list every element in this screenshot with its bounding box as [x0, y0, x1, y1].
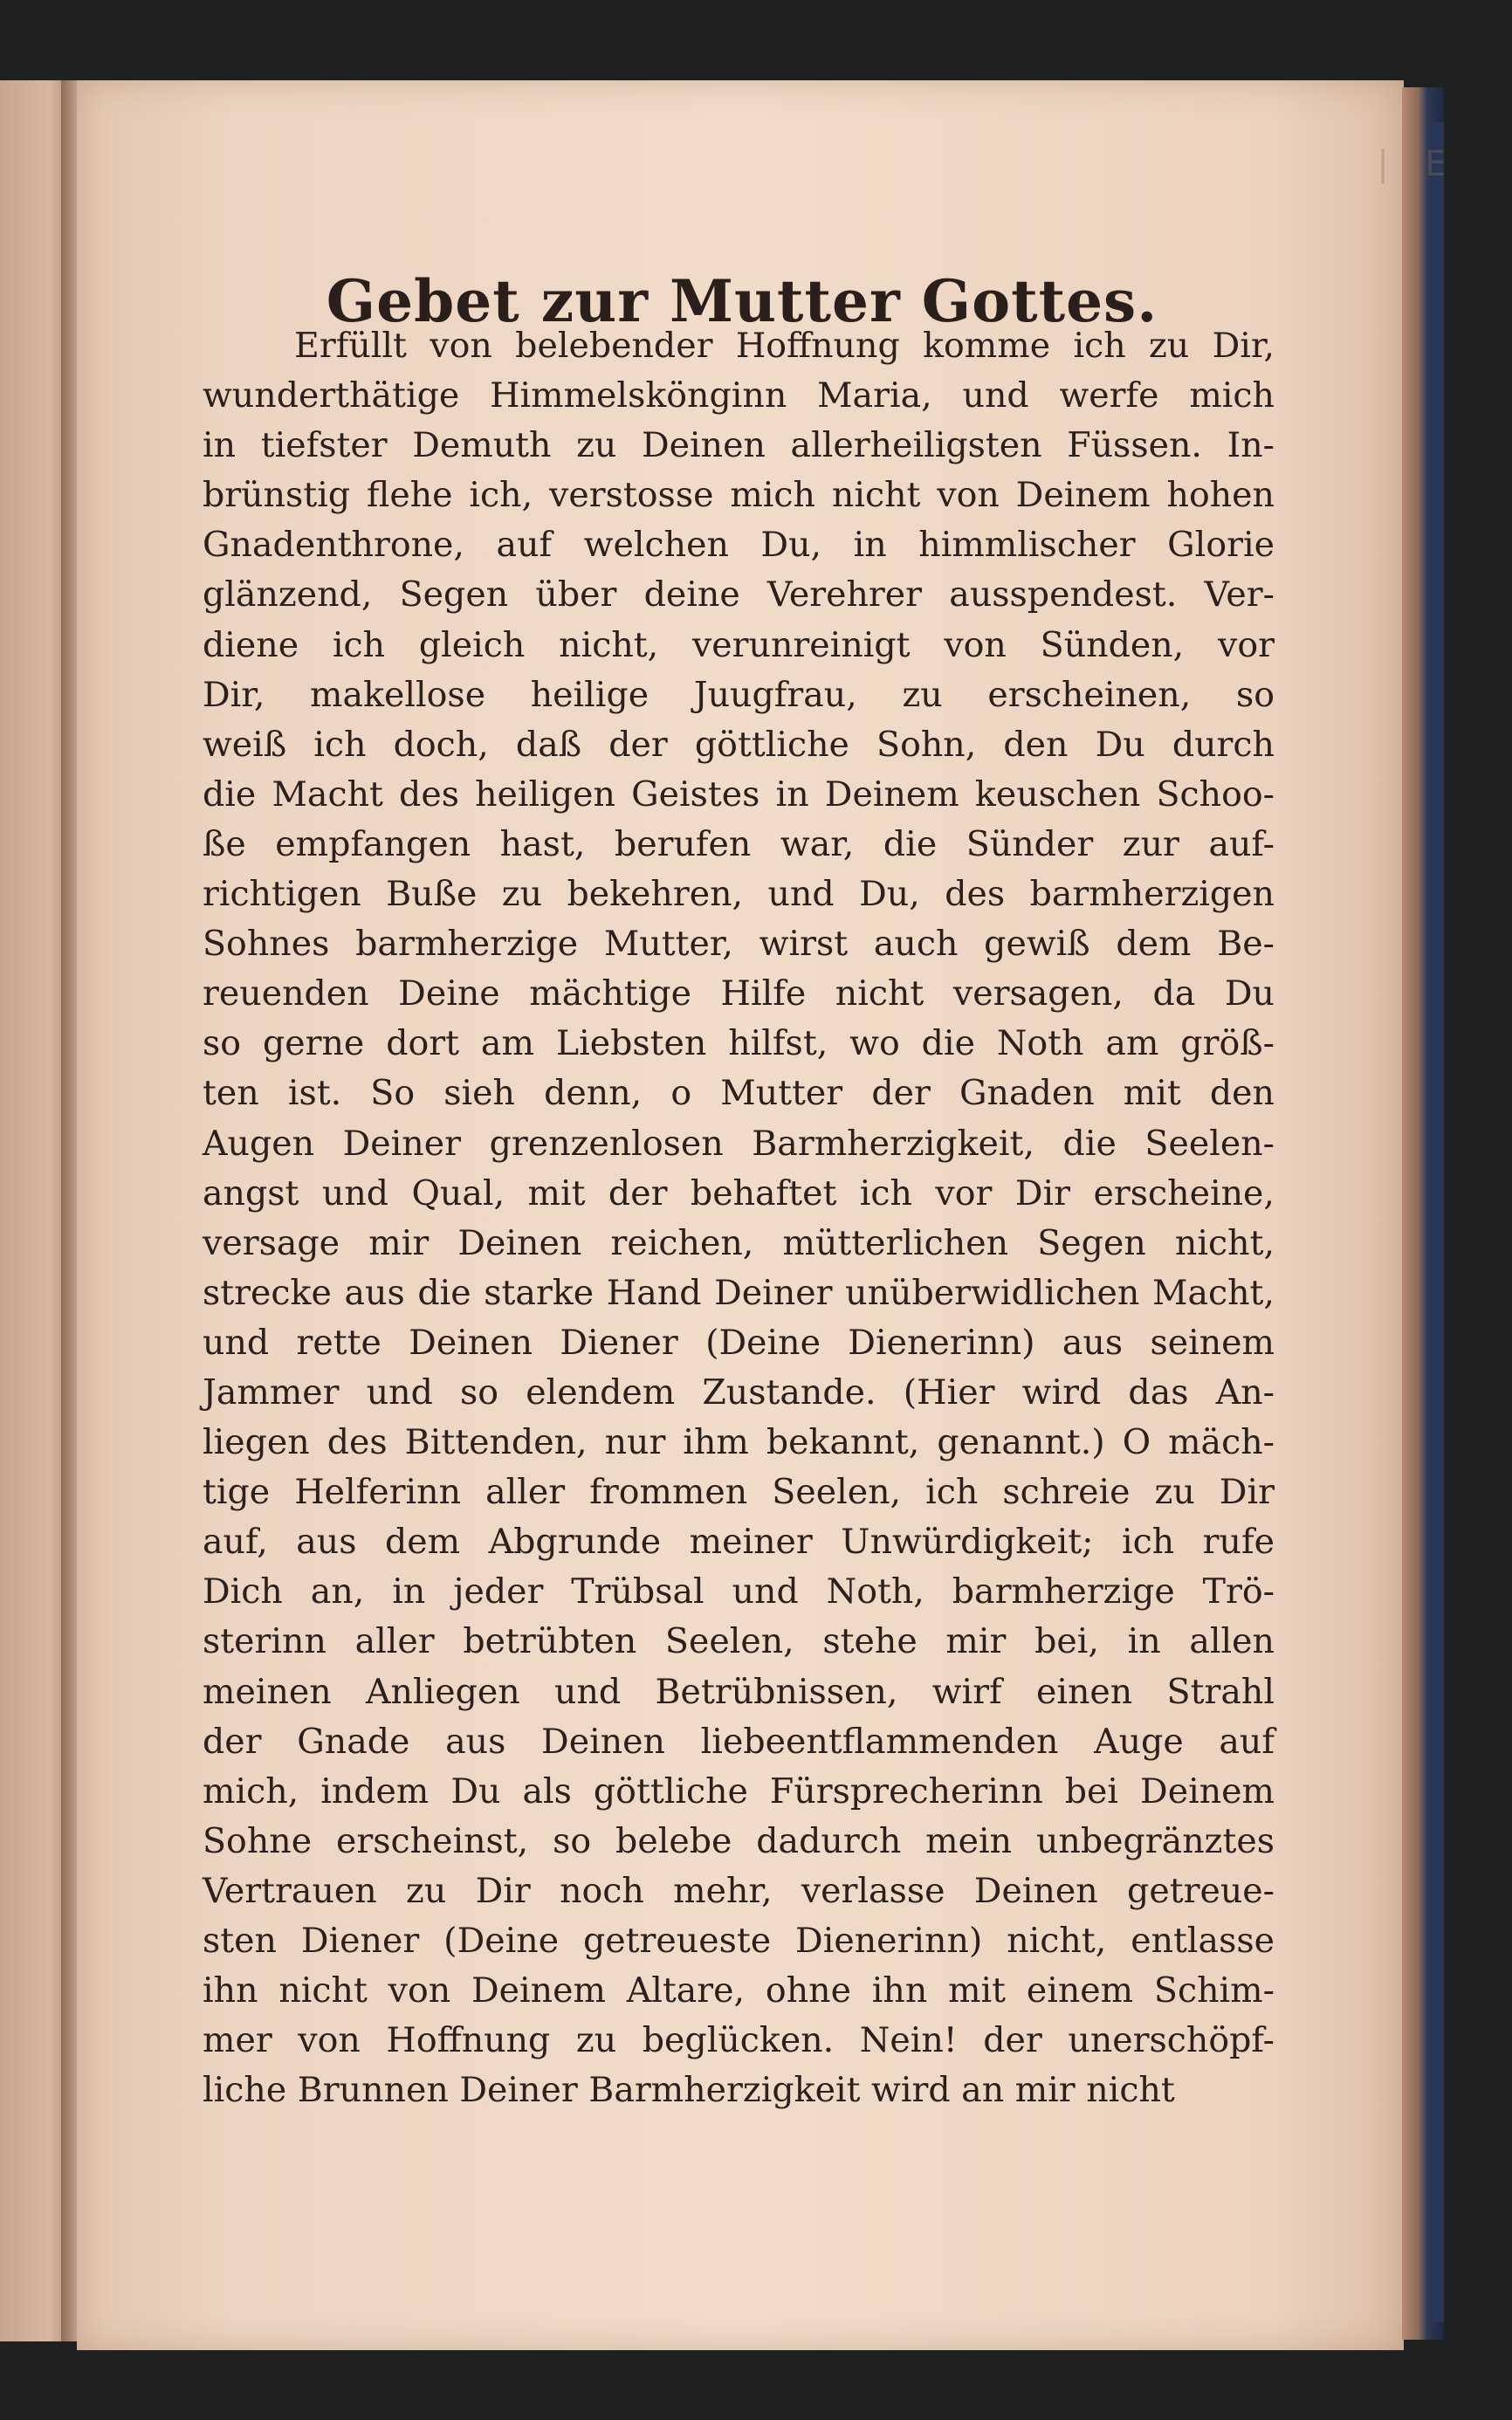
text-line: strecke aus die starke Hand Deiner unüberwidlichen Macht, — [203, 1272, 1275, 1313]
text-line: Sohne erscheinst, so belebe dadurch mein unbegränztes — [203, 1820, 1275, 1861]
text-line: versage mir Deinen reichen, mütterlichen Segen nicht, — [203, 1222, 1275, 1263]
text-line: sten Diener (Deine getreueste Dienerinn) nicht, entlasse — [203, 1921, 1275, 1961]
text-line: der Gnade aus Deinen liebeentflammenden Auge auf — [203, 1721, 1275, 1762]
text-line: meinen Anliegen und Betrübnissen, wirf einen Strahl — [203, 1671, 1275, 1712]
prayer-text — [203, 321, 1275, 2115]
text-line: mich, indem Du als göttliche Fürsprecherinn bei Deinem — [203, 1770, 1275, 1812]
cover-edge — [1432, 122, 1444, 2322]
text-line: und rette Deinen Diener (Deine Dienerinn) aus seinem — [203, 1322, 1275, 1363]
text-line: Dir, makellose heilige Juugfrau, zu erscheinen, so — [203, 674, 1275, 715]
text-line: so gerne dort am Liebsten hilfst, wo die Noth am größ- — [203, 1023, 1275, 1064]
text-line: in tiefster Demuth zu Deinen allerheiligsten Füssen. In- — [203, 425, 1275, 466]
text-line: Gnadenthrone, auf welchen Du, in himmlischer Glorie — [203, 525, 1275, 566]
text-line: Erfüllt von belebender Hoffnung komme ich zu Dir, — [294, 326, 1275, 366]
text-line: angst und Qual, mit der behaftet ich vor Dir erscheine, — [203, 1172, 1275, 1213]
text-line: liegen des Bittenden, nur ihm bekannt, genannt.) O mäch- — [203, 1422, 1275, 1463]
text-line: Sohnes barmherzige Mutter, wirst auch gewiß dem Be- — [203, 924, 1275, 965]
text-line: wunderthätige Himmelskönginn Maria, und werfe mich — [203, 375, 1275, 416]
text-line: die Macht des heiligen Geistes in Deinem keuschen Schoo- — [203, 773, 1275, 815]
page-title: Gebet zur Mutter Gottes. — [326, 267, 1158, 336]
page-corner-mark: | E — [1372, 144, 1452, 184]
text-line: ten ist. So sieh denn, o Mutter der Gnaden mit den — [203, 1073, 1275, 1114]
facing-page-edge — [0, 80, 70, 2341]
text-line: Jammer und so elendem Zustande. (Hier wird das An- — [203, 1372, 1275, 1413]
text-line: diene ich gleich nicht, verunreinigt von Sünden, vor — [203, 624, 1275, 665]
text-line: Dich an, in jeder Trübsal und Noth, barmherzige Trö- — [203, 1571, 1275, 1612]
text-line: glänzend, Segen über deine Verehrer ausspendest. Ver- — [203, 574, 1275, 615]
text-line: sterinn aller betrübten Seelen, stehe mir bei, in allen — [203, 1621, 1275, 1662]
text-line: mer von Hoffnung zu beglücken. Nein! der unerschöpf- — [203, 2020, 1275, 2061]
text-line: richtigen Buße zu bekehren, und Du, des barmherzigen — [203, 874, 1275, 915]
text-line: ße empfangen hast, berufen war, die Sünder zur auf- — [203, 823, 1275, 864]
text-line: weiß ich doch, daß der göttliche Sohn, den Du durch — [203, 724, 1275, 765]
text-line: liche Brunnen Deiner Barmherzigkeit wird an mir nicht — [203, 2070, 1175, 2111]
text-line: reuenden Deine mächtige Hilfe nicht versagen, da Du — [203, 973, 1275, 1014]
text-line: auf, aus dem Abgrunde meiner Unwürdigkeit; ich rufe — [203, 1522, 1275, 1563]
text-line: Augen Deiner grenzenlosen Barmherzigkeit, die Seelen- — [203, 1123, 1275, 1164]
text-line: brünstig flehe ich, verstosse mich nicht von Deinem hohen — [203, 475, 1275, 516]
text-line: tige Helferinn aller frommen Seelen, ich schreie zu Dir — [203, 1472, 1275, 1513]
text-line: Vertrauen zu Dir noch mehr, verlasse Deinen getreue- — [203, 1870, 1275, 1911]
text-line: ihn nicht von Deinem Altare, ohne ihn mit einem Schim- — [203, 1970, 1275, 2011]
